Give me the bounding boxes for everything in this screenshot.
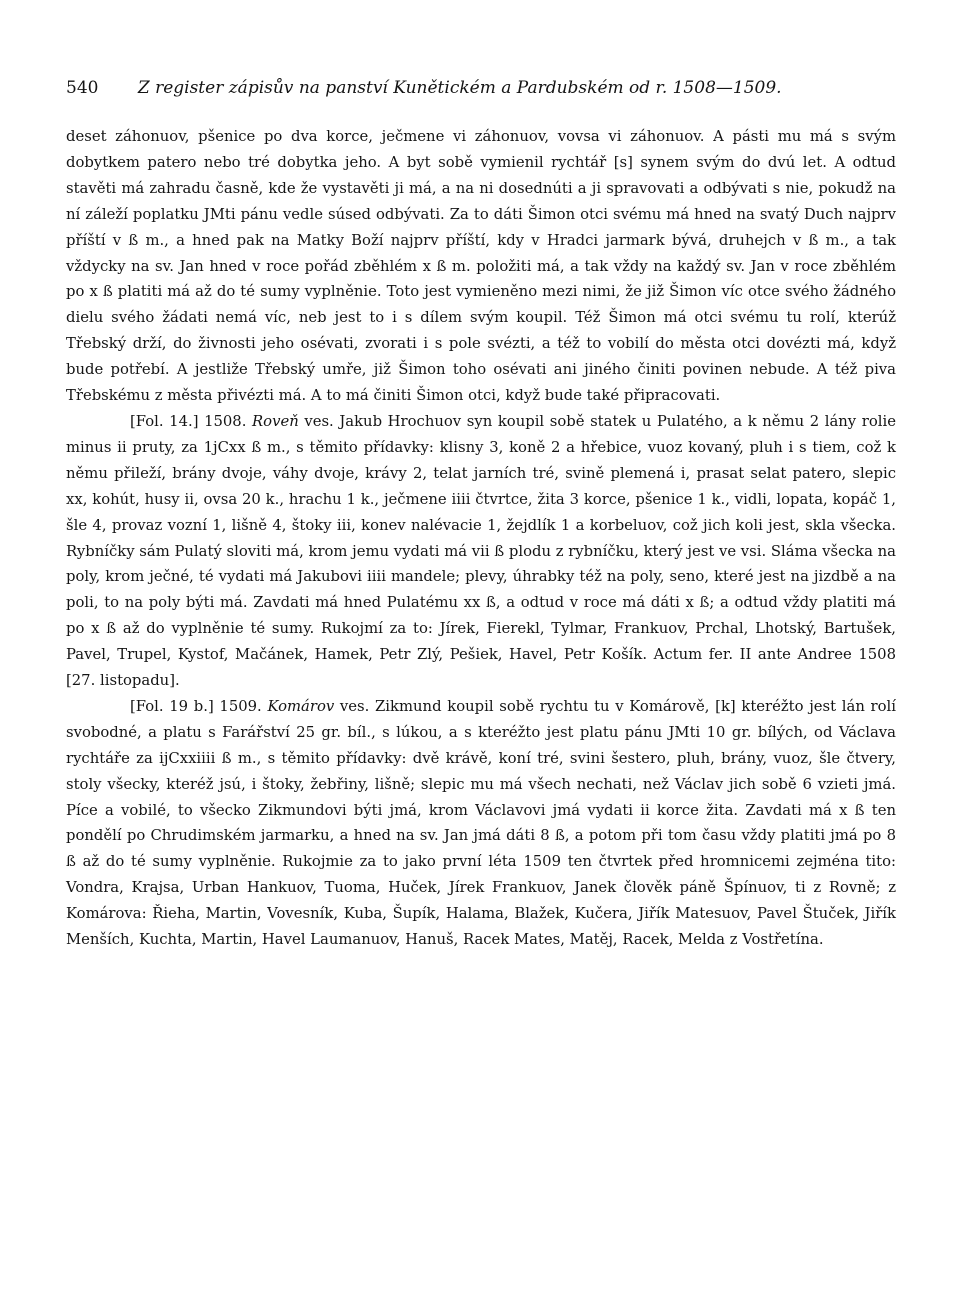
- place-name: Komárov: [267, 697, 335, 715]
- place-name: Roveň: [252, 412, 299, 430]
- paragraph-text: ves. Zikmund koupil sobě rychtu tu v Komárově, [k] kteréžto jest lán rolí svobodné, a platu s Farářství 25 gr. bíl., s lúkou, a s kteréžto jest platu pánu JMti 10 gr. bílých, od Václava rychtáře za ijCxxiiii ß m., s těmito přídavky: dvě krávě, koní tré, svini šestero, pluh, brány, vuoz, šle čtvery, stoly všecky, kteréž jsú, i štoky, žebřiny, lišně; slepic mu má všech nechati, než Václav jich sobě 6 vzieti jmá. Píce a vobilé, to všecko Zikmundovi býti jmá, krom Václavovi jmá vydati ii korce žita. Zavdati má x ß ten pondělí po Chrudimském jarmarku, a hned na sv. Jan jmá dáti 8 ß, a potom při tom času vždy platiti jmá po 8 ß až do té sumy vyplněnie. Rukojmie za to jako první léta 1509 ten čtvrtek před hromnicemi zejména tito: Vondra, Krajsa, Urban Hankuov, Tuoma, Huček, Jírek Frankuov, Janek člověk páně Špínuov, ti z Rovně; z Komárova: Řieha, Martin, Vovesník, Kuba, Šupík, Halama, Blažek, Kučera, Jiřík Matesuov, Pavel Štuček, Jiřík Menších, Kuchta, Martin, Havel Laumanuov, Hanuš, Racek Mates, Matěj, Racek, Melda z Vostřetína.: [66, 697, 896, 949]
- entry-komarov: [66, 694, 896, 953]
- paragraph-text: ves. Jakub Hrochuov syn koupil sobě statek u Pulatého, a k němu 2 lány rolie minus ii pruty, za 1jCxx ß m., s těmito přídavky: klisny 3, koně 2 a hřebice, vuoz kovaný, pluh i s tiem, což k němu přileží, brány dvoje, váhy dvoje, krávy 2, telat jarních tré, svině plemená i, prasat selat patero, slepic xx, kohút, husy ii, ovsa 20 k., hrachu 1 k., ječmene iiii čtvrtce, žita 3 korce, pšenice 1 k., vidli, lopata, kopáč 1, šle 4, provaz vozní 1, lišně 4, štoky iii, konev nalévacie 1, žejdlík 1 a korbeluov, což jich koli jest, skla všecka. Rybníčky sám Pulatý sloviti má, krom jemu vydati má vii ß plodu z rybníčku, který jest ve vsi. Sláma všecka na poly, krom ječné, té vydati má Jakubovi iiii mandele; plevy, úhrabky též na poly, seno, které jest na jizdbě a na poli, to na poly býti má. Zavdati má hned Pulatému xx ß, a odtud v roce má dáti x ß; a odtud vždy platiti má po x ß až do vyplněnie té sumy. Rukojmí za to: Jírek, Fierekl, Tylmar, Frankuov, Prchal, Lhotský, Bartušek, Pavel, Trupel, Kystof, Mačánek, Hamek, Petr Zlý, Pešiek, Havel, Petr Košík. Actum fer. II ante Andree 1508 [27. listopadu].: [66, 412, 896, 690]
- entry-roven: [66, 409, 896, 694]
- body-text: [66, 124, 896, 953]
- page-number: 540: [66, 78, 99, 98]
- page-header: [66, 76, 896, 100]
- paragraph-text: deset záhonuov, pšenice po dva korce, ječmene vi záhonuov, vovsa vi záhonuov. A pásti mu má s svým dobytkem patero nebo tré dobytka jeho. A byt sobě vymienil rychtář [s] synem svým do dvú let. A odtud stavěti má zahradu časně, kde že vystavěti ji má, a na ni dosednúti a ji spravovati a odbývati s nie, pokudž na ní záleží poplatku JMti pánu vedle súsed odbývati. Za to dáti Šimon otci svému má hned na svatý Duch najprv příští v ß m., a hned pak na Matky Boží najprv příští, kdy v Hradci jarmark bývá, druhejch v ß m., a tak vždycky na sv. Jan hned v roce pořád zběhlém x ß m. položiti má, a tak vždy na každý sv. Jan v roce zběhlém po x ß platiti má až do té sumy vyplněnie. Toto jest vymieněno mezi nimi, že již Šimon víc otce svého žádného dielu svého žádati nemá víc, neb jest to i s dílem svým koupil. Též Šimon má otci svému tu rolí, kterúž Třebský drží, do živnosti jeho osévati, zvorati i s pole svézti, a též to vobilí do města otci dovézti má, když bude potřebí. A jestliže Třebský umře, již Šimon toho osévati ani jiného činiti povinen nebude. A též piva Třebskému z města přivézti má. A to má činiti Šimon otci, když bude také připracovati.: [66, 128, 896, 405]
- paragraph-continuation: [66, 124, 896, 409]
- folio-reference: [Fol. 19 b.] 1509.: [130, 697, 262, 715]
- running-title: Z register zápisův na panství Kunětickém a Pardubském od r. 1508—1509.: [137, 78, 782, 98]
- folio-reference: [Fol. 14.] 1508.: [130, 412, 247, 430]
